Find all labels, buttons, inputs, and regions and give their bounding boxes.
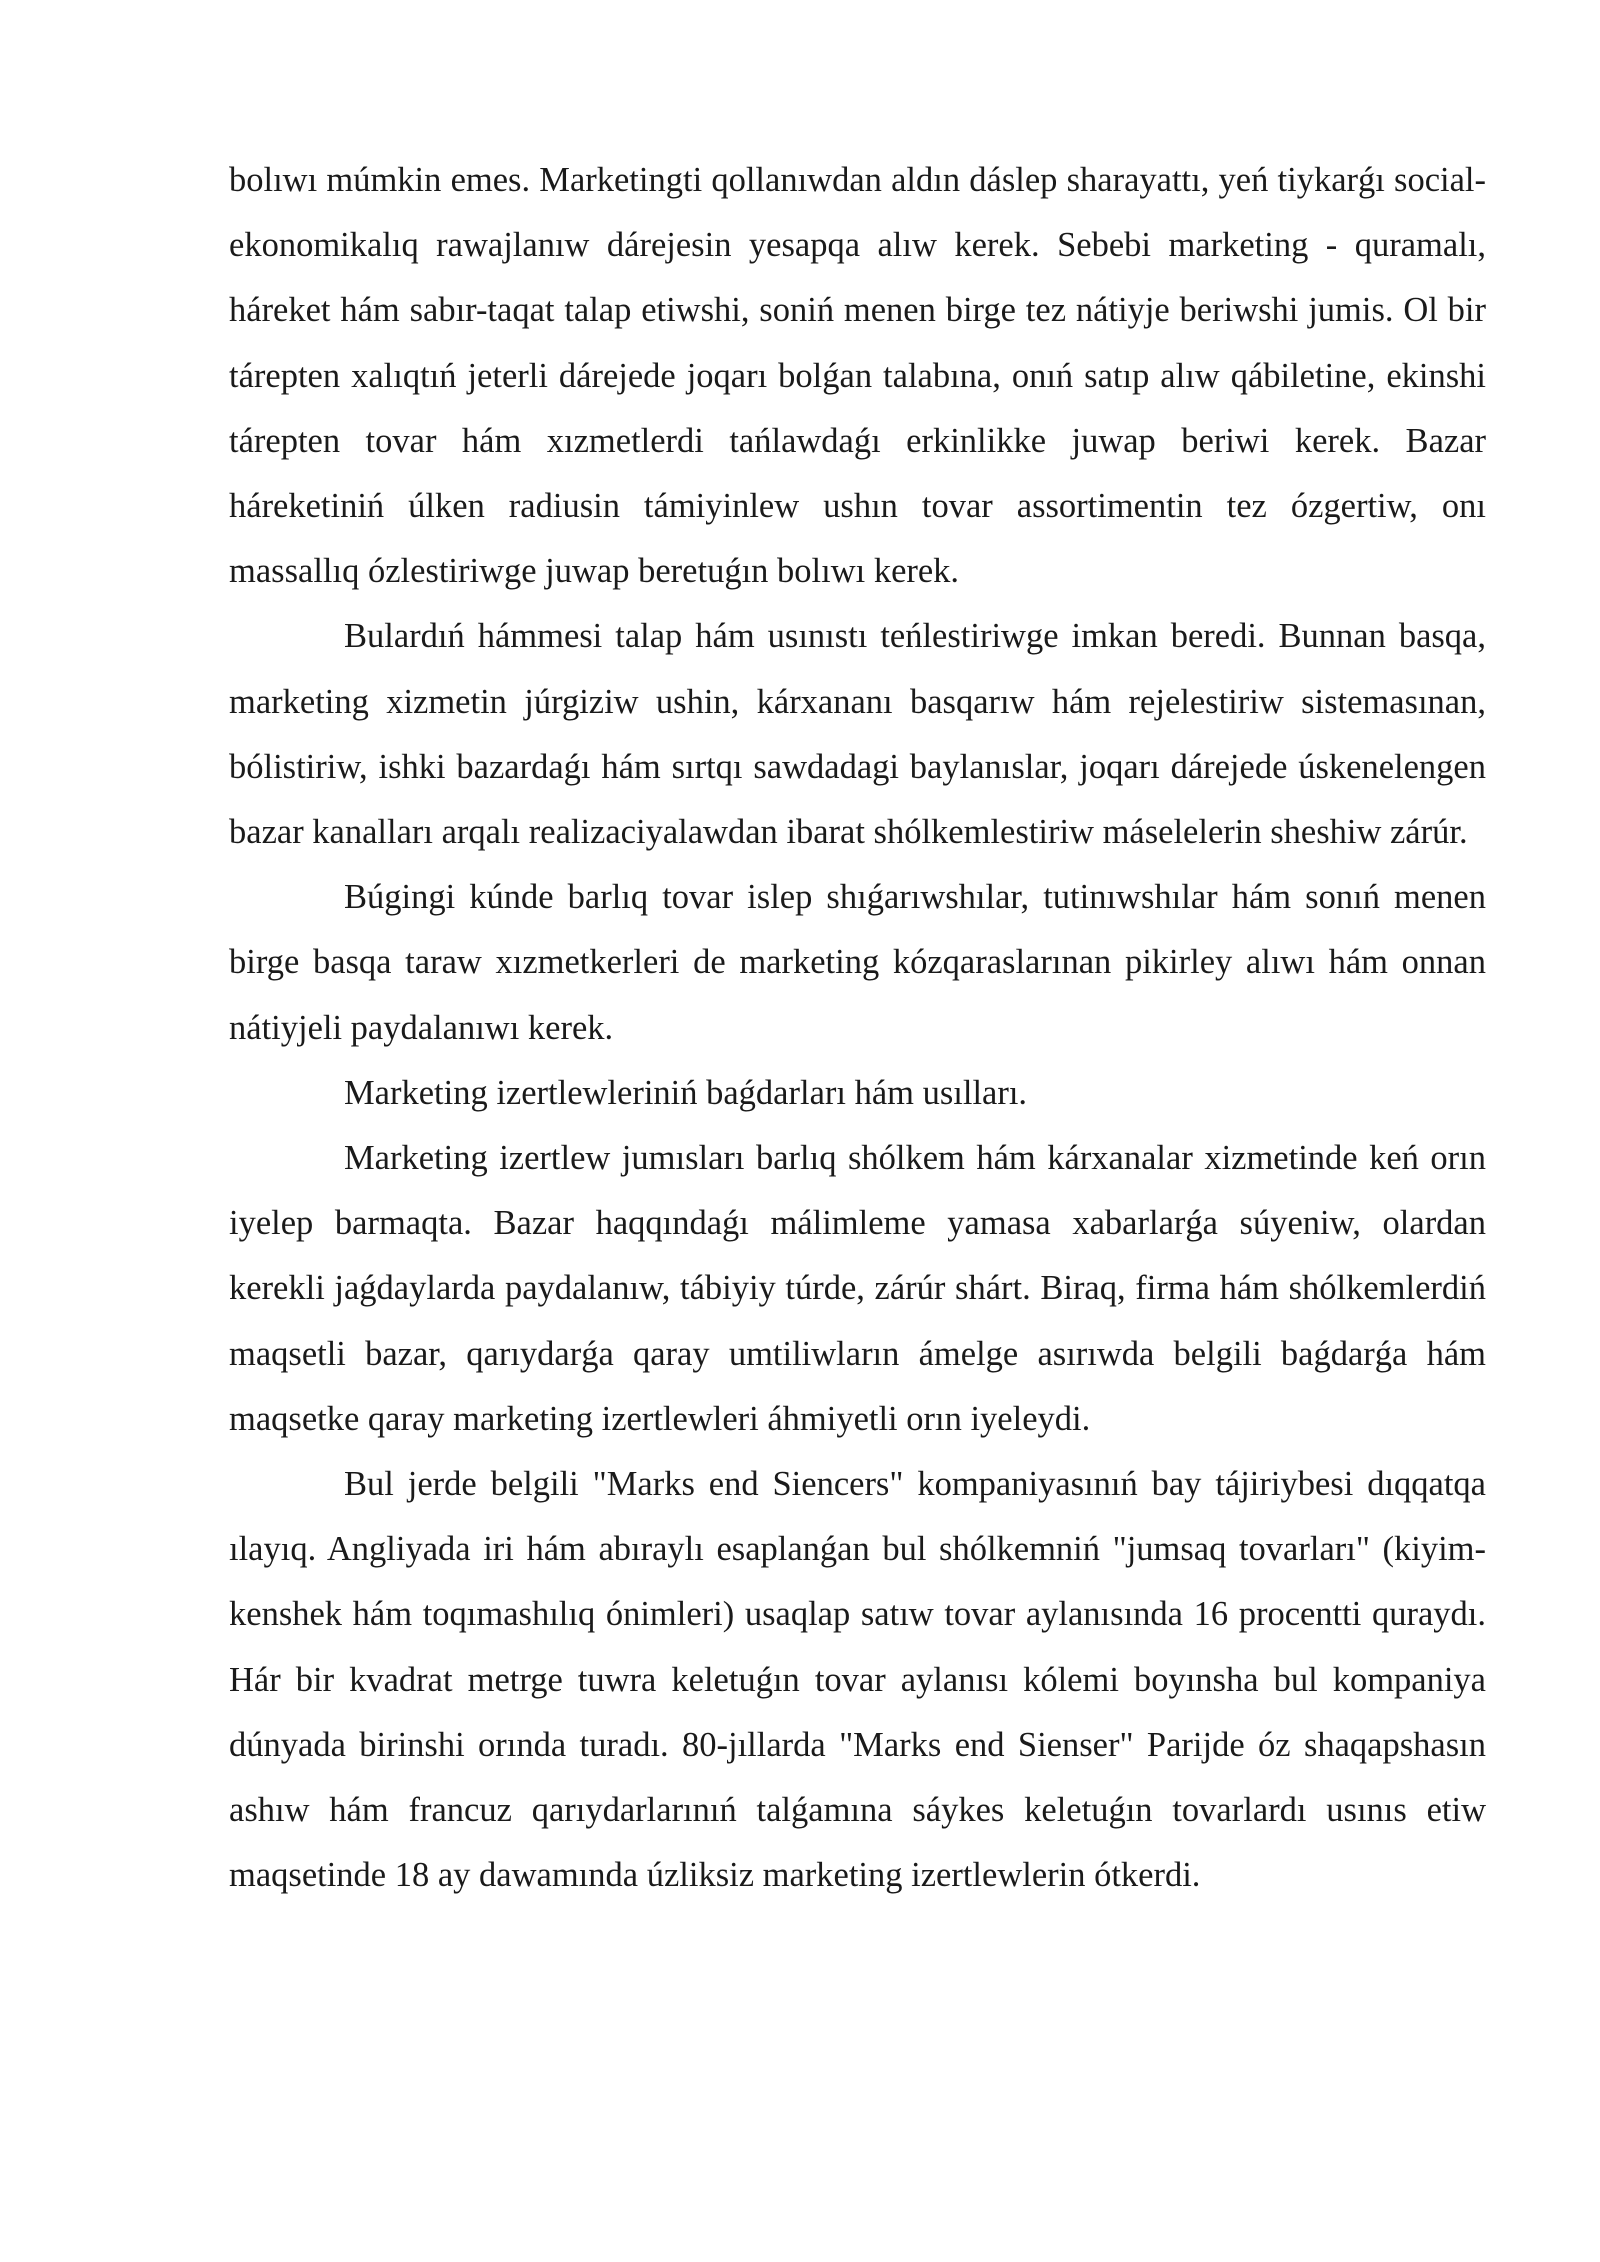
- section-heading: Marketing izertlewleriniń baǵdarları hám usılları.: [344, 1073, 1028, 1112]
- paragraph-research-work: Marketing izertlew jumısları barlıq shólkem hám kárxanalar xizmetinde keń orın iyelep barmaqta. Bazar haqqındaǵı málimleme yamasa xabarlarǵa súyeniw, olardan kerekli jaǵdaylarda paydalanıw, tábiyiy túrde, zárúr shárt. Biraq, firma hám shólkemlerdiń maqsetli bazar, qarıydarǵa qaray umtiliwların ámelge asırıwda belgili baǵdarǵa hám maqsetke qaray marketing izertlewleri áhmiyetli orın iyeleydi.: [229, 1139, 1486, 1438]
- paragraph-producers: Búgingi kúnde barlıq tovar islep shıǵarıwshılar, tutinıwshılar hám sonıń menen birge basqa taraw xızmetkerleri de marketing kózqaraslarınan pikirley alıwı hám onnan nátiyjeli paydalanıwı kerek.: [229, 878, 1486, 1047]
- paragraph-marks-and-spencer: Bul jerde belgili "Marks end Siencers" kompaniyasınıń bay tájiriybesi dıqqatqa ılayıq. Angliyada iri hám abıraylı esaplanǵan bul shólkemniń "jumsaq tovarları" (kiyim-kenshek hám toqımashılıq ónimleri) usaqlap satıw tovar aylanısında 16 procentti quraydı. Hár bir kvadrat metrge tuwra keletuǵın tovar aylanısı kólemi boyınsha bul kompaniya dúnyada birinshi orında turadı. 80-jıllarda "Marks end Sienser" Parijde óz shaqapshasın ashıw hám francuz qarıydarlarınıń talǵamına sáykes keletuǵın tovarlardı usınıs etiw maqsetinde 18 ay dawamında úzliksiz marketing izertlewlerin ótkerdi.: [229, 1465, 1486, 1895]
- paragraph-balance: Bulardıń hámmesi talap hám usınıstı teńlestiriwge imkan beredi. Bunnan basqa, marketing xizmetin júrgiziw ushin, kárxananı basqarıw hám rejelestiriw sistemasınan, bólistiriw, ishki bazardaǵı hám sırtqı sawdadagi baylanıslar, joqarı dárejede úskenelengen bazar kanalları arqalı realizaciyalawdan ibarat shólkemlestiriw máselelerin sheshiw zárúr.: [229, 617, 1486, 852]
- document-body: [229, 148, 1486, 1908]
- paragraph-continuation: bolıwı múmkin emes. Marketingti qollanıwdan aldın dáslep sharayattı, yeń tiykarǵı social-ekonomikalıq rawajlanıw dárejesin yesapqa alıw kerek. Sebebi marketing - quramalı, háreket hám sabır-taqat talap etiwshi, soniń menen birge tez nátiyje beriwshi jumis. Ol bir tárepten xalıqtıń jeterli dárejede joqarı bolǵan talabına, onıń satıp alıw qábiletine, ekinshi tárepten tovar hám xızmetlerdi tańlawdaǵı erkinlikke juwap beriwi kerek. Bazar háreketiniń úlken radiusin támiyinlew ushın tovar assortimentin tez ózgertiw, onı massallıq ózlestiriwge juwap beretuǵın bolıwı kerek.: [229, 161, 1486, 591]
